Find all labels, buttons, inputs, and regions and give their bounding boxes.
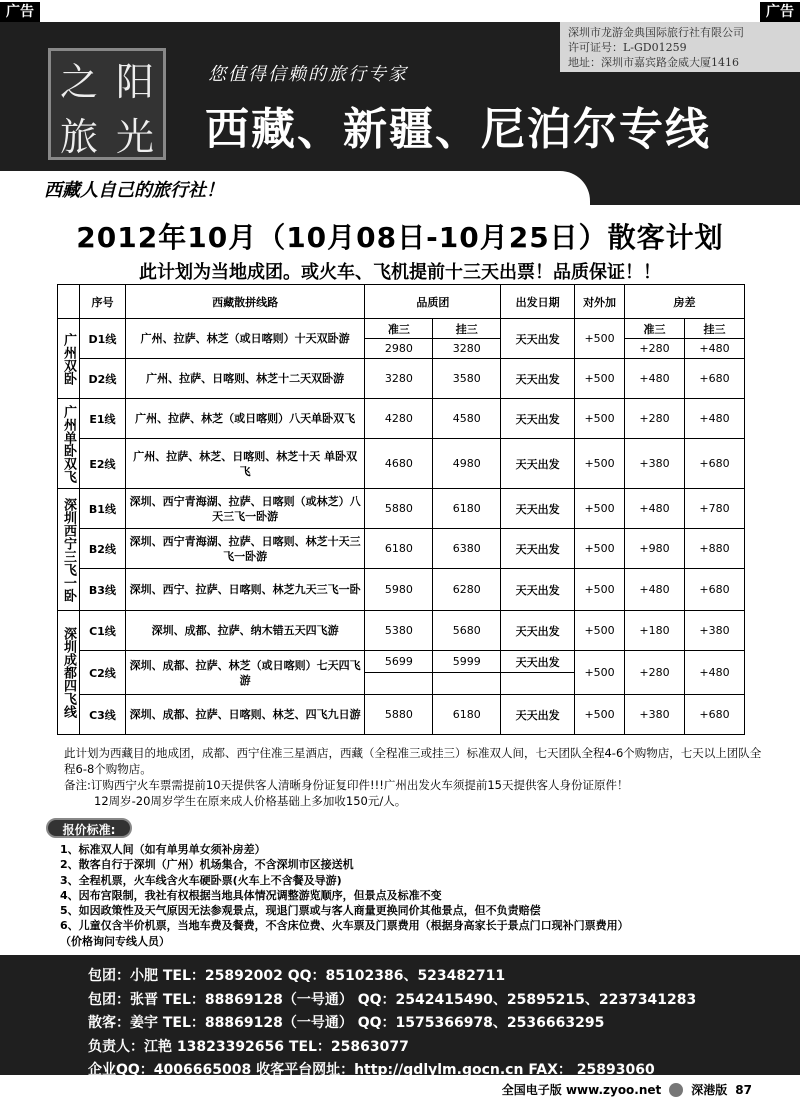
surcharge: +500 (575, 529, 625, 569)
room-diff: +480 (684, 651, 744, 695)
logo-char: 阳 (115, 60, 154, 104)
route: 深圳、成都、拉萨、纳木错五天四飞游 (125, 611, 365, 651)
price: 5880 (365, 489, 433, 529)
standard-item: （价格询问专线人员） (60, 934, 170, 948)
contact-line: 企业QQ：4006665008 收客平台网址：http://gdlylm.gocn.cn FAX： 25893060 (88, 1062, 655, 1078)
price: 4980 (433, 439, 501, 489)
price: 3280 (433, 339, 501, 359)
room-diff: +280 (625, 399, 685, 439)
room-diff: +880 (684, 529, 744, 569)
line-code: C2线 (79, 651, 125, 695)
price: 5880 (365, 695, 433, 735)
logo-char: 旅 (59, 115, 98, 159)
room-diff: +480 (625, 569, 685, 611)
departure: 天天出发 (501, 439, 575, 489)
room-diff: +280 (625, 339, 685, 359)
edition: 深港版 (691, 1083, 728, 1097)
room-diff: +780 (684, 489, 744, 529)
slogan: 您值得信赖的旅行专家 (208, 64, 408, 85)
room-diff: +480 (684, 339, 744, 359)
room-diff: +680 (684, 569, 744, 611)
standard-item: 1、标准双人间（如有单男单女须补房差） (60, 843, 266, 856)
route: 广州、拉萨、林芝（或日喀则）十天双卧游 (125, 319, 365, 359)
route: 广州、拉萨、林芝（或日喀则）八天单卧双飞 (125, 399, 365, 439)
site-url: 全国电子版 www.zyoo.net (501, 1083, 662, 1097)
departure: 天天出发 (501, 611, 575, 651)
sub-header: 挂三 (433, 319, 501, 339)
room-diff: +980 (625, 529, 685, 569)
group-label: 深圳成都四飞线 (58, 611, 80, 735)
ad-label-left: 广告 (0, 2, 40, 22)
departure: 天天出发 (501, 489, 575, 529)
standards-list (60, 842, 760, 949)
group-label: 广州单卧双飞 (58, 399, 80, 489)
line-code: C3线 (79, 695, 125, 735)
room-diff: +480 (684, 399, 744, 439)
company-address: 地址：深圳市嘉宾路金威大厦1416 (568, 56, 739, 69)
surcharge: +500 (575, 651, 625, 695)
departure: 天天出发 (501, 529, 575, 569)
note: 12周岁-20周岁学生在原来成人价格基础上多加收150元/人。 (94, 794, 407, 808)
ad-label-right: 广告 (760, 2, 800, 22)
room-diff: +380 (625, 439, 685, 489)
price: 6180 (433, 489, 501, 529)
room-diff: +280 (625, 651, 685, 695)
page-footer (502, 1081, 752, 1098)
route: 深圳、西宁、拉萨、日喀则、林芝九天三飞一卧 (125, 569, 365, 611)
logo-char: 光 (115, 115, 154, 159)
surcharge: +500 (575, 611, 625, 651)
main-title: 西藏、新疆、尼泊尔专线 (205, 104, 711, 155)
price: 6280 (433, 569, 501, 611)
contact-line: 包团：小肥 TEL：25892002 QQ：85102386、523482711 (88, 968, 506, 984)
room-diff: +480 (625, 489, 685, 529)
notes (64, 745, 764, 809)
price: 6380 (433, 529, 501, 569)
price: 5999 (433, 651, 501, 673)
empty-cell (501, 673, 575, 695)
room-diff: +380 (684, 611, 744, 651)
departure: 天天出发 (501, 319, 575, 359)
group-label: 广州双卧 (58, 319, 80, 399)
logo-char: 之 (59, 60, 98, 104)
company-info (560, 22, 800, 72)
departure: 天天出发 (501, 651, 575, 673)
price-table (57, 284, 745, 735)
standard-item: 6、儿童仅含半价机票，当地车费及餐费，不含床位费、火车票及门票费用（根据身高家长于景点门口现补门票费用） (60, 919, 629, 933)
line-code: D1线 (79, 319, 125, 359)
price: 5380 (365, 611, 433, 651)
departure: 天天出发 (501, 359, 575, 399)
route: 深圳、成都、拉萨、日喀则、林芝、四飞九日游 (125, 695, 365, 735)
price: 5699 (365, 651, 433, 673)
empty-cell (433, 673, 501, 695)
line-code: E2线 (79, 439, 125, 489)
price: 5980 (365, 569, 433, 611)
company-name: 深圳市龙游金典国际旅行社有限公司 (568, 26, 744, 39)
contact-line: 负责人：江艳 13823392656 TEL：25863077 (88, 1038, 409, 1055)
page-number: 87 (735, 1082, 752, 1097)
sub-header: 准三 (365, 319, 433, 339)
line-code: C1线 (79, 611, 125, 651)
line-code: B1线 (79, 489, 125, 529)
price: 6180 (433, 695, 501, 735)
surcharge: +500 (575, 439, 625, 489)
contact-footer (0, 955, 800, 1078)
standard-item: 3、全程机票，火车线含火车硬卧票(火车上不含餐及导游) (60, 873, 342, 887)
line-code: B2线 (79, 529, 125, 569)
table-header: 出发日期 (501, 285, 575, 319)
sub-header: 挂三 (684, 319, 744, 339)
table-header: 西藏散拼线路 (125, 285, 365, 319)
room-diff: +180 (625, 611, 685, 651)
table-header-blank (58, 285, 80, 319)
tagline: 西藏人自己的旅行社！ (44, 180, 224, 201)
table-header: 品质团 (365, 285, 501, 319)
price: 6180 (365, 529, 433, 569)
line-code: E1线 (79, 399, 125, 439)
route: 深圳、西宁青海湖、拉萨、日喀则（或林芝）八天三飞一卧游 (125, 489, 365, 529)
departure: 天天出发 (501, 569, 575, 611)
plan-subtitle: 此计划为当地成团。或火车、飞机提前十三天出票！品质保证！！ (139, 262, 661, 283)
note: 备注:订购西宁火车票需提前10天提供客人清晰身份证复印件!!!广州出发火车须提前15天提供客人身份证原件！ (64, 778, 629, 792)
line-code: D2线 (79, 359, 125, 399)
table-header: 房差 (625, 285, 745, 319)
table-header: 对外加 (575, 285, 625, 319)
route: 深圳、西宁青海湖、拉萨、日喀则、林芝十天三飞一卧游 (125, 529, 365, 569)
route: 深圳、成都、拉萨、林芝（或日喀则）七天四飞游 (125, 651, 365, 695)
room-diff: +480 (625, 359, 685, 399)
group-label: 深圳西宁三飞一卧 (58, 489, 80, 611)
surcharge: +500 (575, 489, 625, 529)
price: 3580 (433, 359, 501, 399)
surcharge: +500 (575, 359, 625, 399)
table-header: 序号 (79, 285, 125, 319)
route: 广州、拉萨、日喀则、林芝十二天双卧游 (125, 359, 365, 399)
line-code: B3线 (79, 569, 125, 611)
room-diff: +680 (684, 695, 744, 735)
sub-header: 准三 (625, 319, 685, 339)
room-diff: +680 (684, 359, 744, 399)
price: 3280 (365, 359, 433, 399)
route: 广州、拉萨、林芝、日喀则、林芝十天 单卧双飞 (125, 439, 365, 489)
emblem-icon (669, 1083, 683, 1097)
standard-item: 5、如因政策性及天气原因无法参观景点，现退门票或与客人商量更换同价其他景点，但不负责赔偿 (60, 904, 541, 918)
standard-item: 4、因布宫限制，我社有权根据当地具体情况调整游览顺序，但景点及标准不变 (60, 888, 442, 902)
note: 此计划为西藏目的地成团，成都、西宁住准三星酒店，西藏（全程准三或挂三）标准双人间，七天团队全程4-6个购物店，七天以上团队全程6-8个购物店。 (64, 746, 762, 776)
logo (48, 48, 166, 160)
empty-cell (365, 673, 433, 695)
surcharge: +500 (575, 695, 625, 735)
departure: 天天出发 (501, 399, 575, 439)
standard-item: 2、散客自行于深圳（广州）机场集合，不含深圳市区接送机 (60, 858, 354, 872)
contact-line: 散客：姜宇 TEL：88869128（一号通） QQ：1575366978、2536663295 (88, 1015, 605, 1031)
price: 2980 (365, 339, 433, 359)
contact-line: 包团：张晋 TEL：88869128（一号通） QQ：2542415490、25895215、2237341283 (88, 991, 697, 1008)
price: 4280 (365, 399, 433, 439)
room-diff: +380 (625, 695, 685, 735)
price: 5680 (433, 611, 501, 651)
standards-badge: 报价标准: (46, 818, 132, 838)
plan-title: 2012年10月（10月08日-10月25日）散客计划 (76, 221, 724, 254)
surcharge: +500 (575, 319, 625, 359)
surcharge: +500 (575, 399, 625, 439)
surcharge: +500 (575, 569, 625, 611)
departure: 天天出发 (501, 695, 575, 735)
company-license: 许可证号：L-GD01259 (568, 41, 687, 54)
price: 4580 (433, 399, 501, 439)
price: 4680 (365, 439, 433, 489)
room-diff: +680 (684, 439, 744, 489)
